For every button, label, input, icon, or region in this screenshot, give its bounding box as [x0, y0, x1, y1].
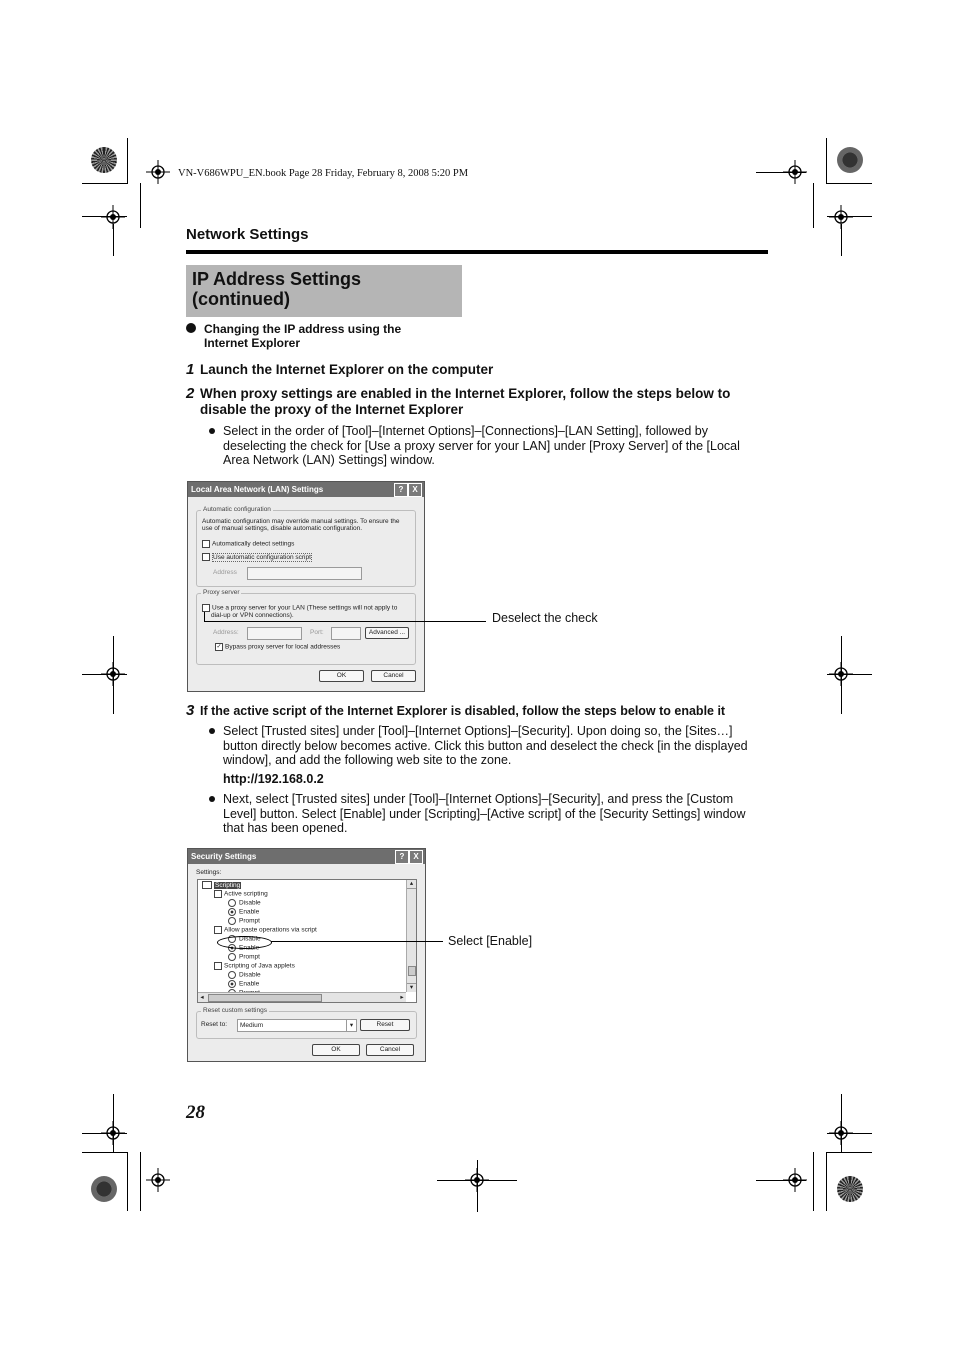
radio-option[interactable] [198, 971, 416, 980]
reset-button[interactable]: Reset [360, 1019, 410, 1031]
tree-label: Disable [239, 971, 261, 979]
step2-instruction [223, 424, 783, 468]
color-target-icon [91, 147, 117, 173]
tree-label: Prompt [239, 953, 260, 961]
instruction-line: that has been opened. [223, 821, 348, 835]
crop-mark [127, 138, 128, 184]
checkbox-label: Automatically detect settings [212, 540, 295, 548]
description-line: use of manual settings, disable automatic configuration. [202, 525, 363, 532]
callout-select-enable: Select [Enable] [448, 934, 533, 948]
tree-label: Enable [239, 908, 260, 916]
crop-mark [113, 1094, 114, 1152]
auto-config-description [202, 518, 400, 532]
tree-setting [198, 926, 416, 935]
scroll-up-icon[interactable]: ▴ [407, 880, 416, 889]
proxy-port-input[interactable] [331, 627, 361, 640]
crop-mark [827, 1133, 872, 1134]
step-number: 3 [186, 702, 195, 719]
section-label: Network Settings [186, 226, 309, 243]
selected-value: Medium [240, 1022, 264, 1029]
reset-to-label: Reset to: [201, 1021, 228, 1028]
description-line: Automatic configuration may override manual settings. To ensure the [202, 518, 400, 525]
setting-icon [214, 962, 222, 970]
proxy-address-label: Address: [213, 629, 239, 636]
crop-mark [827, 674, 872, 675]
auto-detect-checkbox[interactable] [202, 540, 294, 548]
registration-mark-icon [146, 160, 170, 184]
script-address-input[interactable] [247, 567, 362, 580]
instruction-line: button directly below becomes active. Click this button and deselect the check [in the displayed [223, 738, 748, 753]
crop-mark [826, 138, 827, 184]
address-label: Address [213, 569, 237, 576]
radio-option[interactable] [198, 917, 416, 926]
checkbox-label: Use a proxy server for your LAN (These settings will not apply to [212, 604, 398, 612]
step-text: disable the proxy of the Internet Explorer [200, 402, 464, 417]
bullet-icon [209, 728, 215, 734]
cancel-button[interactable]: Cancel [371, 670, 416, 682]
tree-label: Scripting of Java applets [224, 962, 295, 970]
step-3 [186, 703, 725, 719]
crop-mark [82, 216, 127, 217]
instruction-line: Select [Trusted sites] under [Tool]–[Internet Options]–[Security]. Upon doing so, the [Sites…] [223, 724, 733, 738]
color-target-icon [837, 1176, 863, 1202]
advanced-button[interactable]: Advanced ... [365, 627, 409, 639]
callout-line [271, 941, 443, 942]
registration-mark-icon [146, 1168, 170, 1192]
tree-category[interactable] [198, 881, 416, 890]
reset-level-select[interactable] [237, 1019, 357, 1032]
bullet-icon [209, 428, 215, 434]
checkbox-label: Use automatic configuration script [213, 553, 311, 561]
tree-setting [198, 962, 416, 971]
tree-setting [198, 890, 416, 899]
group-label: Proxy server [203, 589, 240, 596]
step3-instruction-2 [223, 792, 783, 836]
instruction-line: Next, select [Trusted sites] under [Tool]–[Internet Options]–[Security], and press the [Custom [223, 792, 734, 806]
checkbox-icon [202, 553, 210, 561]
vertical-scrollbar[interactable] [406, 880, 416, 992]
crop-mark [841, 636, 842, 714]
dialog-title-bar [188, 482, 424, 497]
crop-mark [477, 1160, 478, 1212]
setting-icon [214, 890, 222, 898]
topic-line: Internet Explorer [204, 336, 301, 350]
ok-button[interactable]: OK [312, 1044, 360, 1056]
close-icon[interactable]: X [408, 483, 422, 497]
crop-mark [841, 1094, 842, 1152]
callout-deselect: Deselect the check [492, 611, 598, 625]
radio-icon [228, 899, 236, 907]
radio-option[interactable] [198, 908, 416, 917]
step-number: 1 [186, 361, 195, 378]
instruction-line: Area Network (LAN) Settings] window. [223, 453, 435, 467]
page-number: 28 [186, 1102, 205, 1123]
tree-label: Prompt [239, 917, 260, 925]
crop-mark [841, 224, 842, 256]
print-header: VN-V686WPU_EN.book Page 28 Friday, February 8, 2008 5:20 PM [178, 168, 469, 179]
step-text: When proxy settings are enabled in the Internet Explorer, follow the steps below to [200, 386, 731, 401]
help-icon[interactable]: ? [394, 483, 408, 497]
step3-instruction-1 [223, 724, 783, 768]
crop-mark [826, 1152, 872, 1153]
radio-icon [228, 953, 236, 961]
color-target-icon [837, 147, 863, 173]
instruction-line: deselecting the check for [Use a proxy server for your LAN] under [Proxy Server] of the [Local [223, 438, 740, 453]
callout-line [204, 621, 486, 622]
dialog-title: Local Area Network (LAN) Settings [191, 485, 324, 494]
crop-mark [827, 216, 872, 217]
tree-label: Allow paste operations via script [224, 926, 317, 934]
instruction-line: Level] button. Select [Enable] under [Scripting]–[Active script] of the [Security Settings] window [223, 806, 746, 821]
group-label: Automatic configuration [203, 506, 271, 513]
step-text: If the active script of the Internet Explorer is disabled, follow the steps below to enable it [200, 704, 726, 718]
tree-label: Disable [239, 899, 261, 907]
tree-label: Disable [239, 935, 261, 943]
tree-label: Scripting [215, 881, 241, 889]
scroll-left-icon[interactable]: ◂ [200, 994, 204, 1001]
radio-selected-icon [228, 908, 236, 916]
crop-mark [82, 1152, 128, 1153]
radio-selected-icon [228, 980, 236, 988]
crop-mark [82, 183, 128, 184]
radio-icon [228, 971, 236, 979]
scroll-down-icon[interactable]: ▾ [407, 983, 416, 992]
topic-heading [204, 322, 401, 350]
tree-label: Active scripting [224, 890, 268, 898]
setting-icon [214, 926, 222, 934]
checkbox-label: dial-up or VPN connections). [211, 612, 294, 619]
security-settings-dialog [187, 848, 426, 1062]
step-text: Launch the Internet Explorer on the computer [200, 362, 494, 377]
step-number: 2 [186, 385, 195, 402]
checkbox-checked-icon: ✓ [216, 644, 222, 650]
topic-bullet-icon [186, 323, 196, 333]
crop-mark [82, 1133, 127, 1134]
scroll-thumb[interactable] [208, 994, 322, 1002]
radio-option[interactable] [198, 953, 416, 962]
bullet-icon [209, 796, 215, 802]
tree-label: Enable [239, 980, 260, 988]
page-title [186, 265, 462, 317]
instruction-line: window], and add the following web site to the zone. [223, 753, 512, 767]
scroll-thumb[interactable] [408, 966, 416, 976]
crop-mark [82, 674, 127, 675]
dialog-title: Security Settings [191, 852, 257, 861]
cancel-button[interactable]: Cancel [366, 1044, 414, 1056]
group-label: Reset custom settings [203, 1007, 267, 1014]
color-target-icon [91, 1176, 117, 1202]
close-icon[interactable]: X [409, 850, 423, 864]
crop-mark [756, 172, 806, 173]
proxy-server-group [196, 589, 416, 665]
crop-mark [813, 183, 814, 228]
header-rule [186, 250, 768, 254]
help-icon[interactable]: ? [395, 850, 409, 864]
ok-button[interactable]: OK [319, 670, 364, 682]
trusted-url: http://192.168.0.2 [223, 772, 324, 786]
automatic-configuration-group [196, 506, 416, 587]
enable-highlight-ellipse [217, 936, 272, 949]
crop-mark [113, 636, 114, 714]
radio-icon [228, 917, 236, 925]
checkbox-label: Bypass proxy server for local addresses [225, 643, 341, 651]
crop-mark [140, 183, 141, 228]
dialog-title-bar [188, 849, 425, 864]
crop-mark [756, 1180, 806, 1181]
checkbox-icon [202, 604, 210, 612]
step-2 [186, 386, 786, 418]
chevron-down-icon: ▾ [346, 1020, 356, 1031]
topic-line: Changing the IP address using the [204, 322, 402, 336]
radio-option[interactable] [198, 899, 416, 908]
crop-mark [140, 1152, 141, 1211]
lan-settings-dialog [187, 481, 425, 692]
settings-folder-icon [202, 881, 212, 889]
tree-label: Enable [239, 944, 260, 952]
checkbox-icon [202, 540, 210, 548]
instruction-line: Select in the order of [Tool]–[Internet Options]–[Connections]–[LAN Setting], followed by [223, 424, 709, 438]
crop-mark [113, 224, 114, 256]
bypass-checkbox[interactable] [215, 643, 340, 651]
page-title-line: IP Address Settings [192, 269, 362, 289]
crop-mark [813, 1152, 814, 1211]
crop-mark [826, 1152, 827, 1211]
reset-settings-group [196, 1007, 417, 1039]
step-1 [186, 362, 493, 378]
page-title-line: (continued) [192, 289, 290, 309]
crop-mark [826, 183, 872, 184]
horizontal-scrollbar[interactable] [198, 992, 406, 1002]
port-label: Port: [310, 629, 324, 636]
crop-mark [127, 1152, 128, 1211]
use-script-checkbox[interactable] [202, 553, 312, 561]
proxy-address-input[interactable] [247, 627, 302, 640]
use-proxy-checkbox[interactable] [202, 604, 397, 612]
radio-option[interactable] [198, 980, 416, 989]
scroll-right-icon[interactable]: ▸ [400, 994, 404, 1001]
settings-label: Settings: [196, 869, 222, 876]
